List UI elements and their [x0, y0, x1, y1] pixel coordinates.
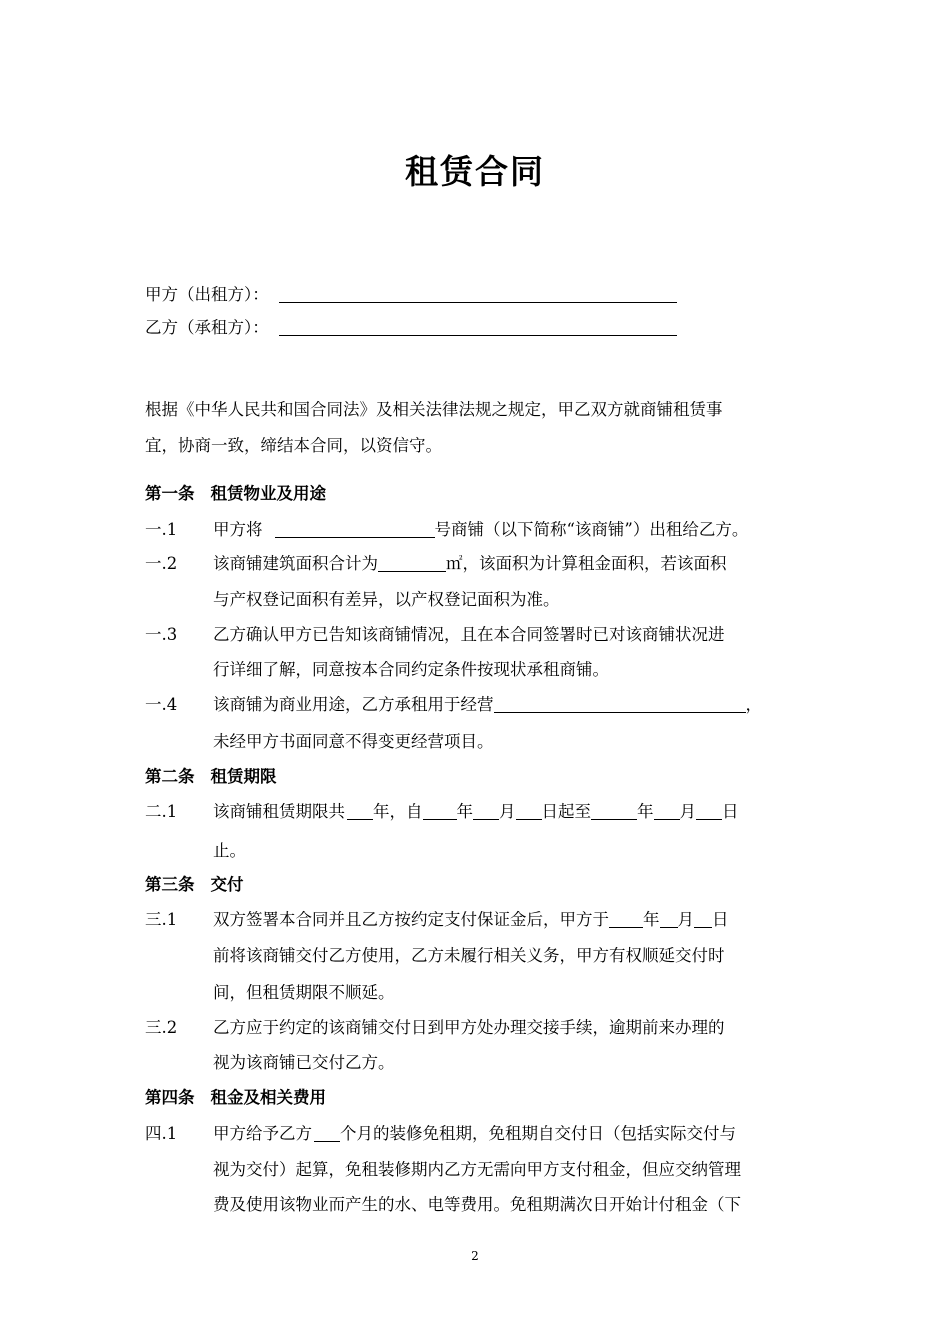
business-scope-blank[interactable] [494, 694, 746, 713]
clause-1-1-number: 一.1 [145, 520, 178, 539]
party-b-line [145, 317, 677, 339]
article-3-number: 第三条 [145, 875, 195, 894]
clause-3-2-number: 三.2 [145, 1018, 178, 1037]
clause-1-2-number: 一.2 [145, 554, 178, 573]
party-b-blank[interactable] [279, 317, 677, 336]
clause-1-3-line-1: 乙方确认甲方已告知该商铺情况，且在本合同签署时已对该商铺状况进 [213, 625, 725, 644]
delivery-year-blank[interactable] [609, 909, 643, 928]
delivery-day-blank[interactable] [694, 909, 712, 928]
clause-1-3-line-2: 行详细了解，同意按本合同约定条件按现状承租商铺。 [213, 660, 609, 679]
clause-3-1-text: 双方签署本合同并且乙方按约定支付保证金后，甲方于 年 月 日 [213, 910, 729, 929]
party-b-label: 乙方（承租方）： [145, 318, 269, 337]
term-years-blank[interactable] [347, 801, 373, 820]
clause-4-1-line-3: 费及使用该物业而产生的水、电等费用。免租期满次日开始计付租金（下 [213, 1195, 741, 1214]
clause-2-1-line-2: 止。 [213, 841, 246, 860]
end-day-blank[interactable] [696, 801, 722, 820]
article-3-heading [145, 874, 244, 896]
article-4-title: 租金及相关费用 [210, 1088, 326, 1107]
party-a-label: 甲方（出租方）： [145, 285, 269, 304]
clause-3-1-line-2: 前将该商铺交付乙方使用，乙方未履行相关义务，甲方有权顺延交付时 [213, 946, 725, 965]
clause-3-2-line-2: 视为该商铺已交付乙方。 [213, 1053, 395, 1072]
party-a-line [145, 284, 677, 306]
article-3-title: 交付 [210, 875, 244, 894]
article-1-heading [145, 483, 326, 505]
clause-1-2-text: 该商铺建筑面积合计为 ㎡，该面积为计算租金面积，若该面积 [213, 554, 727, 573]
end-month-blank[interactable] [654, 801, 680, 820]
end-year-blank[interactable] [591, 801, 637, 820]
clause-1-4-text: 该商铺为商业用途，乙方承租用于经营 ， [213, 695, 762, 714]
start-day-blank[interactable] [516, 801, 542, 820]
document-title: 租赁合同 [405, 152, 545, 191]
article-2-number: 第二条 [145, 767, 195, 786]
start-month-blank[interactable] [473, 801, 499, 820]
preamble-line-2: 宜，协商一致，缔结本合同，以资信守。 [145, 436, 442, 455]
clause-2-1-text: 该商铺租赁期限共 年，自 年 月 日起至 年 月 日 [213, 802, 739, 821]
delivery-month-blank[interactable] [660, 909, 678, 928]
shop-number-blank[interactable] [275, 519, 435, 538]
article-1-number: 第一条 [145, 484, 195, 503]
party-a-blank[interactable] [279, 284, 677, 303]
article-1-title: 租赁物业及用途 [210, 484, 326, 503]
article-2-title: 租赁期限 [210, 767, 277, 786]
article-4-heading [145, 1087, 326, 1109]
clause-3-1-line-3: 间，但租赁期限不顺延。 [213, 983, 395, 1002]
clause-3-1-number: 三.1 [145, 910, 178, 929]
clause-4-1-number: 四.1 [145, 1124, 178, 1143]
clause-1-4-number: 一.4 [145, 695, 178, 714]
article-4-number: 第四条 [145, 1088, 195, 1107]
start-year-blank[interactable] [423, 801, 457, 820]
article-2-heading [145, 766, 277, 788]
page-number: 2 [471, 1249, 479, 1263]
clause-2-1-number: 二.1 [145, 802, 178, 821]
clause-4-1-line-2: 视为交付）起算，免租装修期内乙方无需向甲方支付租金，但应交纳管理 [213, 1160, 741, 1179]
clause-1-4-line-2: 未经甲方书面同意不得变更经营项目。 [213, 732, 494, 751]
clause-1-3-number: 一.3 [145, 625, 178, 644]
rent-free-months-blank[interactable] [314, 1123, 340, 1142]
clause-1-1-text: 甲方将 号商铺（以下简称“该商铺”）出租给乙方。 [213, 520, 749, 539]
preamble-line-1: 根据《中华人民共和国合同法》及相关法律法规之规定，甲乙双方就商铺租赁事 [145, 400, 723, 419]
area-blank[interactable] [378, 553, 446, 572]
clause-3-2-line-1: 乙方应于约定的该商铺交付日到甲方处办理交接手续，逾期前来办理的 [213, 1018, 725, 1037]
clause-1-2-line-2: 与产权登记面积有差异，以产权登记面积为准。 [213, 590, 560, 609]
clause-4-1-text: 甲方给予乙方 个月的装修免租期，免租期自交付日（包括实际交付与 [213, 1124, 736, 1143]
